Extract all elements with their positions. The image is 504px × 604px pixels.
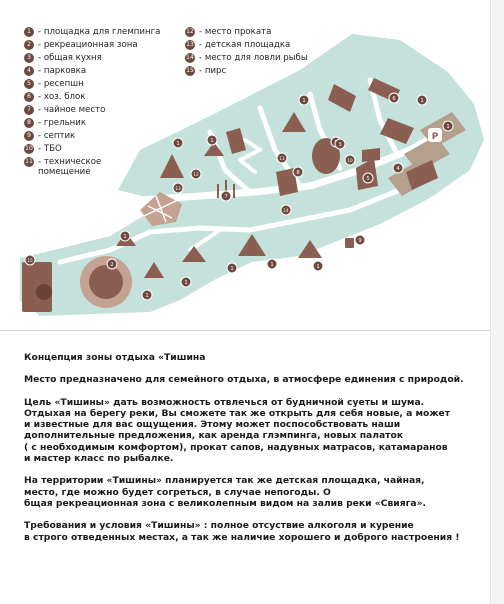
section-divider: [0, 330, 490, 331]
map-marker-number: 1: [184, 279, 188, 286]
legend-number: 14: [186, 54, 194, 61]
map-marker-1: [181, 277, 191, 287]
legend-label: - грельник: [38, 118, 87, 128]
map-marker-1: [417, 95, 427, 105]
concept-title: Концепция зоны отдыха «Тишина: [24, 352, 206, 363]
legend-item: [185, 53, 355, 66]
map-marker-number: 1: [270, 261, 274, 268]
legend-item: [24, 144, 189, 157]
map-marker-number: 1: [176, 140, 180, 147]
legend-item: [24, 53, 189, 66]
legend-number: 8: [24, 118, 34, 128]
map-marker-6: [389, 93, 399, 103]
legend-label: - место для ловли рыбы: [199, 53, 308, 63]
map-marker-number: 1: [145, 292, 149, 299]
legend-number: 4: [24, 66, 34, 76]
map-marker-4: [393, 163, 403, 173]
legend-number: 7: [24, 105, 34, 115]
legend-label: - ТБО: [38, 144, 62, 154]
legend-number: 10: [25, 145, 33, 152]
legend-label: - хоз. блок: [38, 92, 86, 102]
map-marker-number: 8: [296, 169, 300, 176]
map-marker-number: 5: [366, 175, 370, 182]
map-marker-1: [443, 121, 453, 131]
legend-label: - общая кухня: [38, 53, 102, 63]
legend-right-column: [185, 27, 355, 79]
legend-item: [24, 79, 189, 92]
legend-item: [24, 27, 189, 40]
legend-item: [24, 92, 189, 105]
concept-paragraph-goal: Цель «Тишины» дать возможность отвлечься от будничной суеты и шума. Отдыхая на берегу реки, Вы сможете так же открыть для себя новые, а может и известные для вас ощущения. Этому может поспособствовать наши дополнительные предложения, как аренда глэмпинга, новых палаток ( с необходимым комфортом), прокат сапов, надувных матрасов, катамаранов и мастер класс по рыбалке.: [24, 396, 451, 465]
map-marker-15: [25, 255, 35, 265]
legend-label: - техническое помещение: [38, 157, 102, 177]
map-marker-1: [120, 231, 130, 241]
map-marker-number: 12: [193, 171, 199, 177]
map-marker-number: 1: [123, 233, 127, 240]
legend-number: 12: [186, 28, 194, 35]
concept-paragraph-territory: На территории «Тишины» планируется так же детская площадка, чайная, место, где можно будет согреться, в случае непогоды. О бщая рекреационная зона с великолепным видом на залив реки «Свияга».: [24, 475, 427, 509]
map-marker-9: [355, 235, 365, 245]
map-marker-2: [107, 259, 117, 269]
trash-bin: [345, 238, 354, 248]
map-marker-number: 1: [316, 263, 320, 270]
legend-left-column: [24, 27, 189, 181]
legend-item: [24, 105, 189, 118]
parking-letter: P: [431, 132, 439, 142]
map-marker-number: 1: [446, 123, 450, 130]
map-marker-number: 1: [420, 97, 424, 104]
legend-item: [24, 157, 189, 181]
concept-paragraph-rules: Требования и условия «Тишины» : полное отсуствие алкоголя и курение в строго отведенных местах, а так же наличие хорошего и доброго настроения !: [24, 520, 460, 543]
map-marker-number: 9: [358, 237, 362, 244]
legend-number: 2: [24, 40, 34, 50]
map-marker-number: 14: [283, 207, 289, 213]
legend-item: [185, 27, 355, 40]
legend-number: 3: [24, 53, 34, 63]
legend-number: 5: [24, 79, 34, 89]
map-marker-1: [142, 290, 152, 300]
legend-number: 6: [24, 92, 34, 102]
map-marker-number: 15: [27, 257, 33, 263]
legend-label: - площадка для глемпинга: [38, 27, 161, 37]
map-marker-1: [267, 259, 277, 269]
scroll-strip[interactable]: [490, 0, 504, 604]
legend-number: 11: [25, 158, 33, 165]
legend-label: - парковка: [38, 66, 87, 76]
legend-item: [24, 131, 189, 144]
map-marker-number: 7: [224, 193, 228, 200]
legend-number: 9: [24, 131, 34, 141]
map-marker-1: [313, 261, 323, 271]
map-marker-number: 2: [110, 261, 114, 268]
legend-label: - септик: [38, 131, 76, 141]
map-marker-number: 1: [210, 137, 214, 144]
legend-number: 13: [186, 41, 194, 48]
map-marker-5: [363, 173, 373, 183]
legend-label: - пирс: [199, 66, 227, 76]
legend-item: [185, 40, 355, 53]
legend-item: [24, 118, 189, 131]
legend-label: - чайное место: [38, 105, 106, 115]
legend-number: 15: [186, 67, 194, 74]
map-marker-number: 13: [175, 185, 181, 191]
legend-number: 1: [24, 27, 34, 37]
map-marker-number: 4: [396, 165, 400, 172]
legend-item: [24, 66, 189, 79]
legend-item: [24, 40, 189, 53]
map-marker-number: 1: [230, 265, 234, 272]
map-marker-number: 6: [392, 95, 396, 102]
legend-label: - ресепшн: [38, 79, 84, 89]
map-marker-1: [227, 263, 237, 273]
legend-label: - место проката: [199, 27, 272, 37]
map-legend: [24, 27, 354, 197]
legend-label: - детская площадка: [199, 40, 291, 50]
map-marker-number: 11: [279, 155, 285, 161]
map-marker-number: 10: [347, 157, 353, 163]
concept-paragraph-intro: Место предназначено для семейного отдыха, в атмосфере единения с природой.: [24, 374, 464, 386]
legend-item: [185, 66, 355, 79]
legend-label: - рекреационная зона: [38, 40, 138, 50]
map-marker-14: [281, 205, 291, 215]
map-marker-number: 1: [302, 97, 306, 104]
concept-text: [24, 352, 474, 554]
map-marker-number: 3: [338, 141, 342, 148]
